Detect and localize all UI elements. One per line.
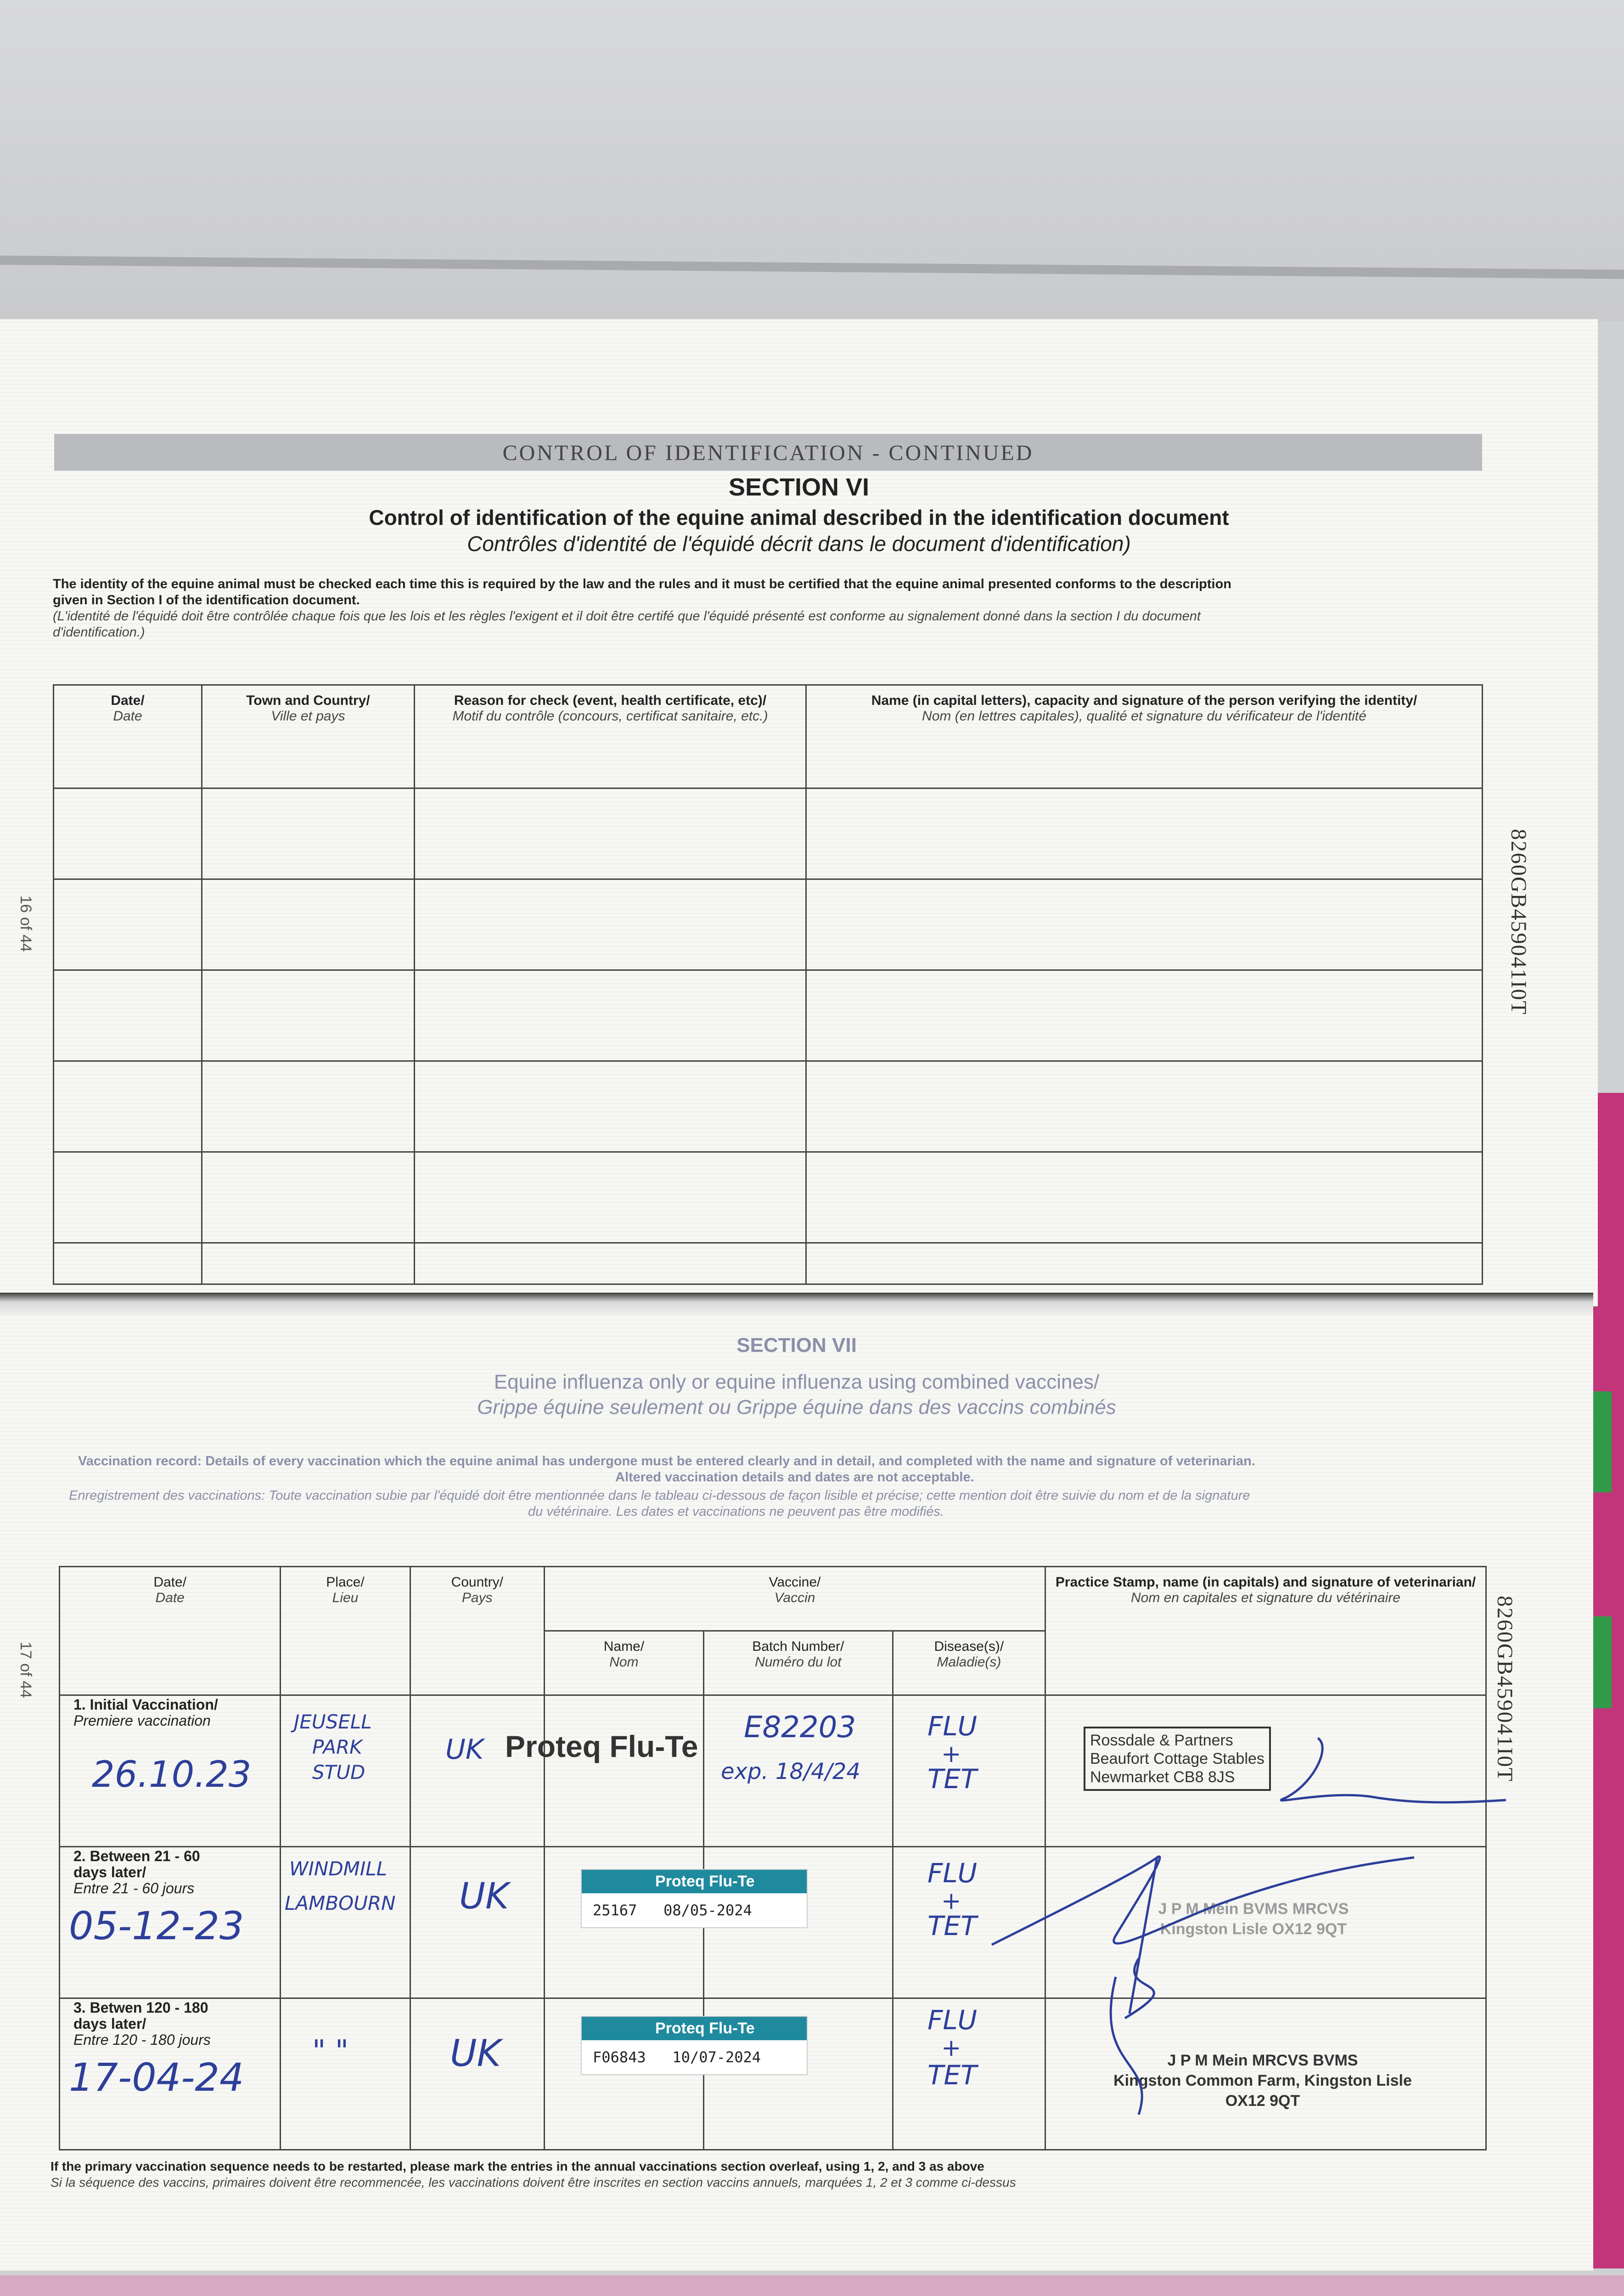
row-label-initial: 1. Initial Vaccination/ Premiere vaccination (73, 1696, 218, 1729)
column-header-batch: Batch Number/ Numéro du lot (703, 1631, 893, 1695)
row1-practice-stamp: Rossdale & Partners Beaufort Cottage Stables Newmarket CB8 8JS (1084, 1727, 1271, 1791)
upper-page (0, 319, 1598, 1306)
intro-text-en: Vaccination record: Details of every vaccination which the equine animal has undergone must be entered clearly and in detail, and completed with the name and signature of veterinarian. (78, 1454, 1255, 1469)
veterinarian-signature (964, 1720, 1515, 2156)
column-header-country: Country/ Pays (410, 1567, 544, 1695)
row2-place-line1: WINDMILL (289, 1857, 388, 1880)
vaccine-label-brand: Proteq Flu-Te (582, 2017, 807, 2040)
section-title-fr: Contrôles d'identité de l'équidé décrit dans le document d'identification) (467, 532, 1131, 556)
page-number: 16 of 44 (17, 895, 34, 952)
intro-text-fr-2: du vétérinaire. Les dates et vaccinations ne peuvent pas être modifiés. (528, 1504, 944, 1519)
row3-date: 17-04-24 (69, 2055, 244, 2100)
column-header-vaccine-name: Name/ Nom (544, 1631, 703, 1695)
row-label-third: 3. Betwen 120 - 180 days later/ Entre 120 - 180 jours (73, 1999, 211, 2048)
table-row (54, 970, 1483, 1061)
row1-batch-expiry: exp. 18/4/24 (721, 1759, 860, 1784)
vaccine-label-expiry: 10/07-2024 (672, 2048, 761, 2066)
section-title-en: Control of identification of the equine animal described in the identification document (369, 506, 1229, 529)
table-row (54, 788, 1483, 879)
row2-country: UK (459, 1876, 509, 1917)
section-band: CONTROL OF IDENTIFICATION - CONTINUED (54, 434, 1482, 471)
row-label-second: 2. Between 21 - 60 days later/ Entre 21 - 60 jours (73, 1848, 200, 1896)
column-header-date: Date/ Date (60, 1567, 281, 1695)
intro-text-fr: Enregistrement des vaccinations: Toute vaccination subie par l'équidé doit être mentionnée dans le tableau ci-dessous de façon lisible et précise; cette mention doit être suivie du nom et de la signature (69, 1488, 1250, 1503)
intro-text-en: The identity of the equine animal must be checked each time this is required by the law and the rules and it must be certified that the equine animal presented conforms to the description (53, 577, 1232, 591)
row1-place-line1: JEUSELL (294, 1711, 372, 1733)
row1-place-line2: PARK (312, 1736, 362, 1758)
page-fold (0, 1293, 1593, 1316)
section-heading: SECTION VI (728, 473, 870, 501)
row2-vet-stamp: J P M Mein BVMS MRCVS Kingston Lisle OX12 9QT (1158, 1900, 1349, 1938)
table-header-row (54, 685, 1483, 788)
row2-disease-line1: FLU (927, 1857, 978, 1889)
column-header-town: Town and Country/ Ville et pays (202, 685, 415, 788)
column-header-reason: Reason for check (event, health certificate, etc)/ Motif du contrôle (concours, certificat sanitaire, etc.) (415, 685, 806, 788)
row1-disease-line1: FLU (927, 1711, 978, 1742)
row2-vaccine-label (581, 1869, 808, 1928)
row3-place: " " (312, 2034, 349, 2068)
vaccine-label-brand: Proteq Flu-Te (582, 1870, 807, 1893)
intro-text-fr-2: d'identification.) (53, 625, 145, 640)
row3-vaccine-label (581, 2016, 808, 2075)
footer-note-fr: Si la séquence des vaccins, primaires doivent être recommencée, les vaccinations doivent être inscrites en section vaccins annuels, marquées 1, 2 et 3 comme ci-dessus (51, 2175, 1016, 2189)
row3-disease-line2: + (941, 2034, 961, 2062)
section-title-fr: Grippe équine seulement ou Grippe équine dans des vaccins combinés (477, 1396, 1116, 1418)
table-row (54, 1152, 1483, 1243)
row1-disease-line3: TET (927, 1763, 977, 1795)
table-row (54, 879, 1483, 970)
column-header-place: Place/ Lieu (281, 1567, 410, 1695)
identity-check-table (53, 684, 1483, 1285)
row1-vaccine-name: Proteq Flu-Te (505, 1729, 698, 1763)
lower-page (0, 1306, 1593, 2271)
intro-text-fr: (L'identité de l'équidé doit être contrôlée chaque fois que les lois et les règles l'exigent et il doit être certifé que l'équidé présenté est conforme au signalement donné dans la section I du document (53, 609, 1201, 624)
section-heading: SECTION VII (736, 1334, 857, 1356)
vaccine-label-expiry: 08/05-2024 (663, 1902, 752, 1919)
row3-country: UK (450, 2032, 501, 2075)
row3-disease-line1: FLU (927, 2004, 978, 2036)
row3-vet-stamp: J P M Mein MRCVS BVMS Kingston Common Farm, Kingston Lisle OX12 9QT (1113, 2052, 1412, 2110)
footer-note-en: If the primary vaccination sequence needs to be restarted, please mark the entries in the annual vaccinations section overleaf, using 1, 2, and 3 as above (51, 2159, 984, 2173)
column-header-disease: Disease(s)/ Maladie(s) (893, 1631, 1045, 1695)
row2-disease-line2: + (941, 1887, 961, 1915)
intro-text-en-2: Altered vaccination details and dates are not acceptable. (615, 1470, 974, 1485)
document-id: 8260GB459041I0T (1506, 829, 1531, 1015)
row1-country: UK (445, 1733, 484, 1766)
row2-disease-line3: TET (927, 1910, 977, 1941)
vaccine-label-batch: F06843 (593, 2048, 646, 2066)
table-row (54, 1243, 1483, 1284)
row1-batch-number: E82203 (744, 1711, 856, 1745)
vaccine-label-batch: 25167 (593, 1902, 637, 1919)
document-id: 8260GB459041I0T (1493, 1596, 1517, 1782)
row2-date: 05-12-23 (69, 1903, 244, 1948)
cover-bottom (0, 2275, 1624, 2296)
table-row (54, 1061, 1483, 1152)
row1-disease-line2: + (941, 1740, 961, 1768)
column-header-vaccine: Vaccine/ Vaccin (544, 1567, 1045, 1631)
row1-place-line3: STUD (312, 1761, 365, 1784)
intro-text-en-2: given in Section I of the identification document. (53, 593, 360, 608)
column-header-date: Date/ Date (54, 685, 202, 788)
row2-place-line2: LAMBOURN (285, 1892, 396, 1914)
row1-date: 26.10.23 (92, 1754, 252, 1795)
column-header-verifier: Name (in capital letters), capacity and signature of the person verifying the identity/ Nom (en lettres capitales), qualité et signature du vérificateur de l'identité (806, 685, 1483, 788)
page-number: 17 of 44 (17, 1642, 34, 1698)
row3-disease-line3: TET (927, 2060, 977, 2091)
column-header-stamp: Practice Stamp, name (in capitals) and signature of veterinarian/ Nom en capitales et signature du vétérinaire (1045, 1567, 1486, 1695)
section-title-en: Equine influenza only or equine influenza using combined vaccines/ (494, 1371, 1100, 1393)
table-header-row (60, 1567, 1486, 1631)
